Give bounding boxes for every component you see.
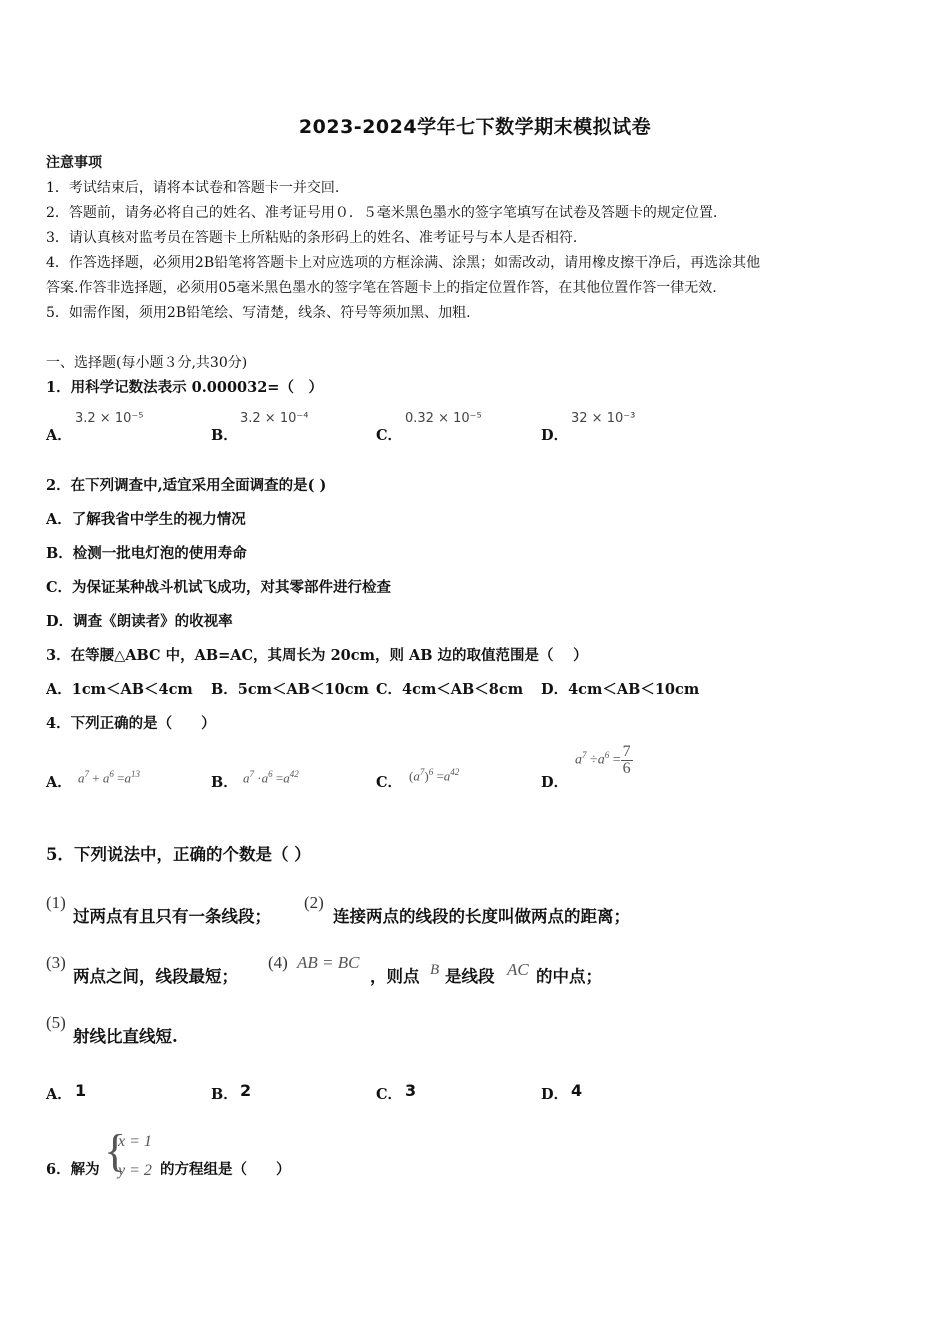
q5-statement-2-number: (2) [304,893,324,912]
question-5-stem: 5．下列说法中，正确的个数是（ ） [46,845,311,864]
system-brace: { [104,1125,127,1176]
note-item: 4．作答选择题，必须用2B铅笔将答题卡上对应选项的方框涂满、涂黑；如需改动，请用橡皮擦干净后，再选涂其他 [46,255,761,271]
q5-option-d-label: D． [541,1086,569,1103]
q5-option-a-value: 1 [75,1081,87,1100]
q3-option-a: A．1cm＜AB＜4cm [46,681,193,698]
q5-statement-2-text: 连接两点的线段的长度叫做两点的距离； [333,907,630,926]
q5-statement-5-number: (5) [46,1013,66,1032]
q4-option-b-label: B． [211,774,238,791]
q3-option-d: D．4cm＜AB＜10cm [541,681,700,698]
q5-statement-4-math: AB = BC [297,953,360,972]
q4-option-a-formula: $a^7 + a^6 =a^{13}$ [78,769,140,786]
q2-option-c: C．为保证某种战斗机试飞成功，对其零部件进行检查 [46,579,392,596]
q5-option-b-label: B． [211,1086,238,1103]
q3-option-b: B．5cm＜AB＜10cm [211,681,369,698]
q1-option-b-value: 3.2 × 10⁻⁴ [240,411,309,426]
q1-option-c-label: C． [376,427,403,444]
q5-statement-4-mid2: 是线段 [445,967,495,986]
question-2-stem: 2．在下列调查中,适宜采用全面调查的是( ) [46,477,327,494]
q4-option-a-label: A． [46,774,72,791]
note-item: 3．请认真核对监考员在答题卡上所粘贴的条形码上的姓名、准考证号与本人是否相符. [46,230,578,246]
q3-option-c: C．4cm＜AB＜8cm [376,681,524,698]
q1-option-c-value: 0.32 × 10⁻⁵ [405,411,482,426]
q5-statement-3-text: 两点之间，线段最短； [73,967,238,986]
q5-statement-1-number: (1) [46,893,66,912]
q5-statement-3-number: (3) [46,953,66,972]
q1-option-a-label: A． [46,427,72,444]
q5-statement-4-number: (4) [268,953,288,972]
section-heading: 一、选择题(每小题３分,共30分) [46,355,248,371]
q5-option-c-label: C． [376,1086,403,1103]
q5-statement-4-segment: AC [507,960,529,979]
q4-option-d-label: D． [541,774,569,791]
question-1-stem: 1．用科学记数法表示 0.000032=（ ） [46,379,323,396]
question-4-stem: 4．下列正确的是（ ） [46,715,216,732]
q5-statement-4-mid: ，则点 [370,967,420,986]
q5-statement-4-end: 的中点； [536,967,602,986]
q6-equation-1: x = 1 [118,1133,152,1150]
q5-statement-4-point: B [430,962,440,978]
q1-option-d-value: 32 × 10⁻³ [571,411,636,426]
note-item: 2．答题前，请务必将自己的姓名、准考证号用０．５毫米黑色墨水的签字笔填写在试卷及答题卡的规定位置. [46,205,718,221]
q1-option-a-value: 3.2 × 10⁻⁵ [75,411,144,426]
q5-option-c-value: 3 [405,1081,417,1100]
question-3-stem: 3．在等腰△ABC 中，AB=AC，其周长为 20cm，则 AB 边的取值范围是（ ） [46,647,588,664]
q4-option-c-formula: $(a^7)^6 =a^{42}$ [409,767,460,784]
q4-option-c-label: C． [376,774,403,791]
q6-equation-2: y = 2 [118,1162,152,1179]
q5-option-d-value: 4 [571,1081,583,1100]
q2-option-a: A．了解我省中学生的视力情况 [46,511,246,528]
q1-option-d-label: D． [541,427,569,444]
q2-option-d: D．调查《朗读者》的收视率 [46,613,233,630]
note-item: 5．如需作图，须用2B铅笔绘、写清楚，线条、符号等须加黑、加粗. [46,305,471,321]
q5-statement-5-text: 射线比直线短. [73,1027,178,1046]
note-item: 1．考试结束后，请将本试卷和答题卡一并交回. [46,180,340,196]
q2-option-b: B．检测一批电灯泡的使用寿命 [46,545,247,562]
q4-option-d-formula: $a^7 \div a^6$ = $\frac{7}{6}$ [575,743,631,777]
note-item: 答案.作答非选择题，必须用05毫米黑色墨水的签字笔在答题卡上的指定位置作答，在其他位置作答一律无效. [46,280,717,296]
question-6-prefix: 6．解为 [46,1161,100,1178]
question-6-suffix: 的方程组是（ ） [160,1161,291,1178]
q5-option-b-value: 2 [240,1081,252,1100]
fraction: $\frac{7}{6}$ [622,743,631,777]
notes-heading: 注意事项 [46,155,102,171]
q4-option-b-formula: $a^7 \cdot a^6 =a^{42}$ [243,769,299,786]
q1-option-b-label: B． [211,427,238,444]
page-title: 2023-2024学年七下数学期末模拟试卷 [298,116,652,138]
q5-option-a-label: A． [46,1086,72,1103]
q5-statement-1-text: 过两点有且只有一条线段； [73,907,271,926]
